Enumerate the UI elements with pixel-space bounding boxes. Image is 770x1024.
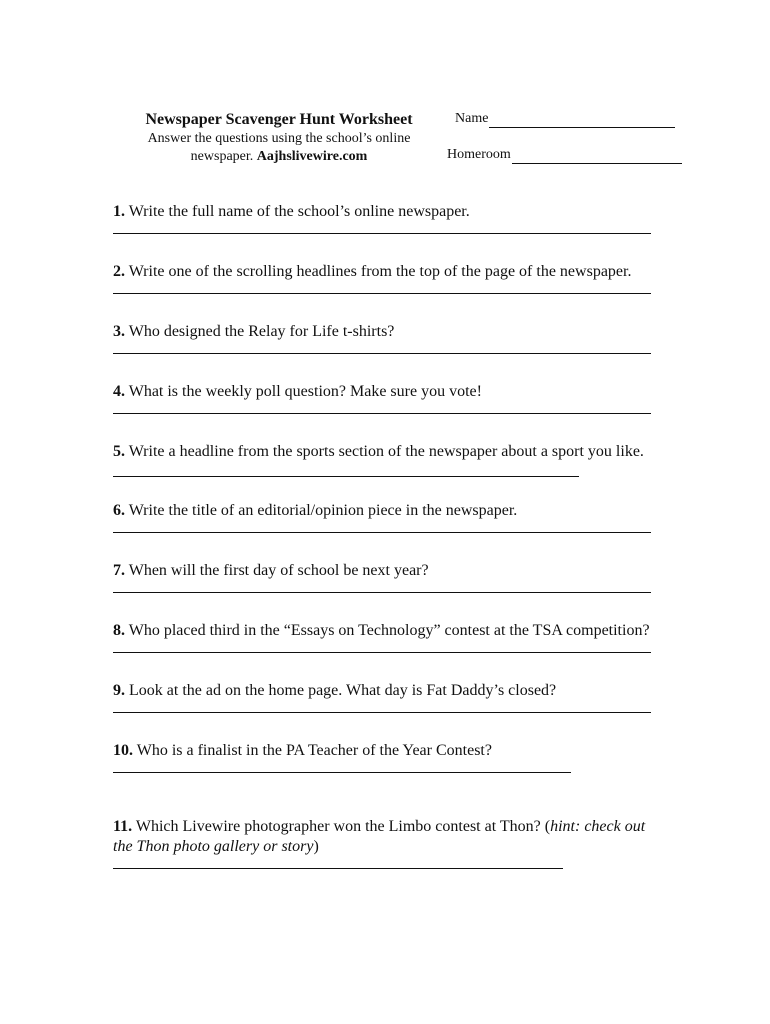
website-name: Aajhslivewire.com bbox=[256, 149, 368, 164]
question-text: When will the first day of school be next year? bbox=[125, 562, 429, 579]
worksheet-header bbox=[112, 110, 446, 166]
question-number: 2. bbox=[113, 263, 125, 280]
answer-line[interactable] bbox=[113, 521, 651, 533]
name-blank[interactable] bbox=[489, 113, 675, 128]
answer-line[interactable] bbox=[113, 222, 651, 234]
question-number: 7. bbox=[113, 562, 125, 579]
answer-line[interactable] bbox=[113, 282, 651, 294]
question-7 bbox=[113, 561, 668, 593]
question-number: 1. bbox=[113, 203, 125, 220]
question-4 bbox=[113, 382, 668, 414]
question-number: 3. bbox=[113, 323, 125, 340]
question-number: 11. bbox=[113, 818, 133, 835]
question-text: Write the title of an editorial/opinion piece in the newspaper. bbox=[125, 502, 518, 519]
homeroom-field bbox=[447, 146, 697, 164]
page-title: Newspaper Scavenger Hunt Worksheet bbox=[145, 111, 413, 128]
question-hint: hint: check out the Thon photo gallery or story bbox=[113, 818, 646, 855]
question-text-end: ) bbox=[313, 838, 319, 855]
question-10 bbox=[113, 741, 668, 773]
question-number: 10. bbox=[113, 742, 133, 759]
question-5 bbox=[113, 442, 668, 483]
question-text: Who placed third in the “Essays on Technology” contest at the TSA competition? bbox=[125, 622, 650, 639]
instructions-line-1: Answer the questions using the school’s online bbox=[147, 131, 411, 146]
student-info bbox=[447, 110, 697, 164]
question-number: 5. bbox=[113, 443, 125, 460]
answer-line[interactable] bbox=[113, 342, 651, 354]
question-6 bbox=[113, 501, 668, 533]
question-text: Which Livewire photographer won the Limbo contest at Thon? ( bbox=[132, 818, 551, 835]
answer-line[interactable] bbox=[113, 462, 579, 477]
answer-line[interactable] bbox=[113, 857, 563, 869]
name-field bbox=[455, 110, 697, 128]
answer-line[interactable] bbox=[113, 761, 571, 773]
question-3 bbox=[113, 322, 668, 354]
answer-line[interactable] bbox=[113, 402, 651, 414]
homeroom-label: Homeroom bbox=[447, 147, 511, 162]
question-text: Who is a finalist in the PA Teacher of the Year Contest? bbox=[133, 742, 492, 759]
question-text: Look at the ad on the home page. What day is Fat Daddy’s closed? bbox=[125, 682, 557, 699]
question-number: 4. bbox=[113, 383, 125, 400]
question-8 bbox=[113, 621, 668, 653]
question-2 bbox=[113, 262, 668, 294]
question-text: What is the weekly poll question? Make sure you vote! bbox=[125, 383, 482, 400]
homeroom-blank[interactable] bbox=[512, 149, 682, 164]
answer-line[interactable] bbox=[113, 581, 651, 593]
question-number: 9. bbox=[113, 682, 125, 699]
instructions-prefix: newspaper. bbox=[190, 149, 257, 164]
question-text: Write a headline from the sports section of the newspaper about a sport you like. bbox=[125, 443, 644, 460]
answer-line[interactable] bbox=[113, 641, 651, 653]
question-11 bbox=[113, 817, 668, 869]
question-text: Write the full name of the school’s online newspaper. bbox=[125, 203, 470, 220]
answer-line[interactable] bbox=[113, 701, 651, 713]
question-text: Write one of the scrolling headlines from the top of the page of the newspaper. bbox=[125, 263, 632, 280]
question-1 bbox=[113, 202, 668, 234]
name-label: Name bbox=[455, 111, 489, 126]
question-text: Who designed the Relay for Life t-shirts? bbox=[125, 323, 395, 340]
question-list bbox=[113, 202, 668, 869]
question-number: 6. bbox=[113, 502, 125, 519]
question-9 bbox=[113, 681, 668, 713]
question-number: 8. bbox=[113, 622, 125, 639]
instructions-line-2 bbox=[112, 148, 446, 166]
